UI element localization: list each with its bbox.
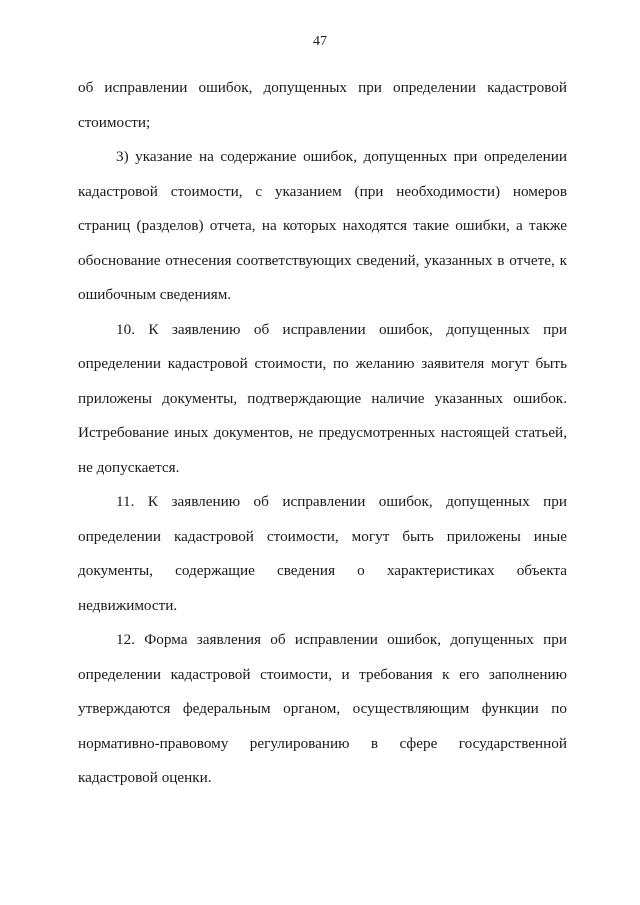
paragraph-continuation: об исправлении ошибок, допущенных при определении кадастровой стоимости;	[78, 79, 567, 131]
paragraph-item-11: 11. К заявлению об исправлении ошибок, допущенных при определении кадастровой стоимости, могут быть приложены иные документы, содержащие сведения о характеристиках объекта недвижимости.	[78, 493, 567, 614]
document-body	[78, 71, 567, 796]
paragraph-item-12: 12. Форма заявления об исправлении ошибок, допущенных при определении кадастровой стоимости, и требования к его заполнению утверждаются федеральным органом, осуществляющим функции по нормативно-правовому регулированию в сфере государственной кадастровой оценки.	[78, 631, 567, 786]
paragraph-item-3: 3) указание на содержание ошибок, допущенных при определении кадастровой стоимости, с указанием (при необходимости) номеров страниц (разделов) отчета, на которых находятся такие ошибки, а также обоснование отнесения соответствующих сведений, указанных в отчете, к ошибочным сведениям.	[78, 148, 567, 303]
page-number: 47	[313, 34, 327, 49]
paragraph-item-10: 10. К заявлению об исправлении ошибок, допущенных при определении кадастровой стоимости, по желанию заявителя могут быть приложены документы, подтверждающие наличие указанных ошибок. Истребование иных документов, не предусмотренных настоящей статьей, не допускается.	[78, 320, 567, 476]
